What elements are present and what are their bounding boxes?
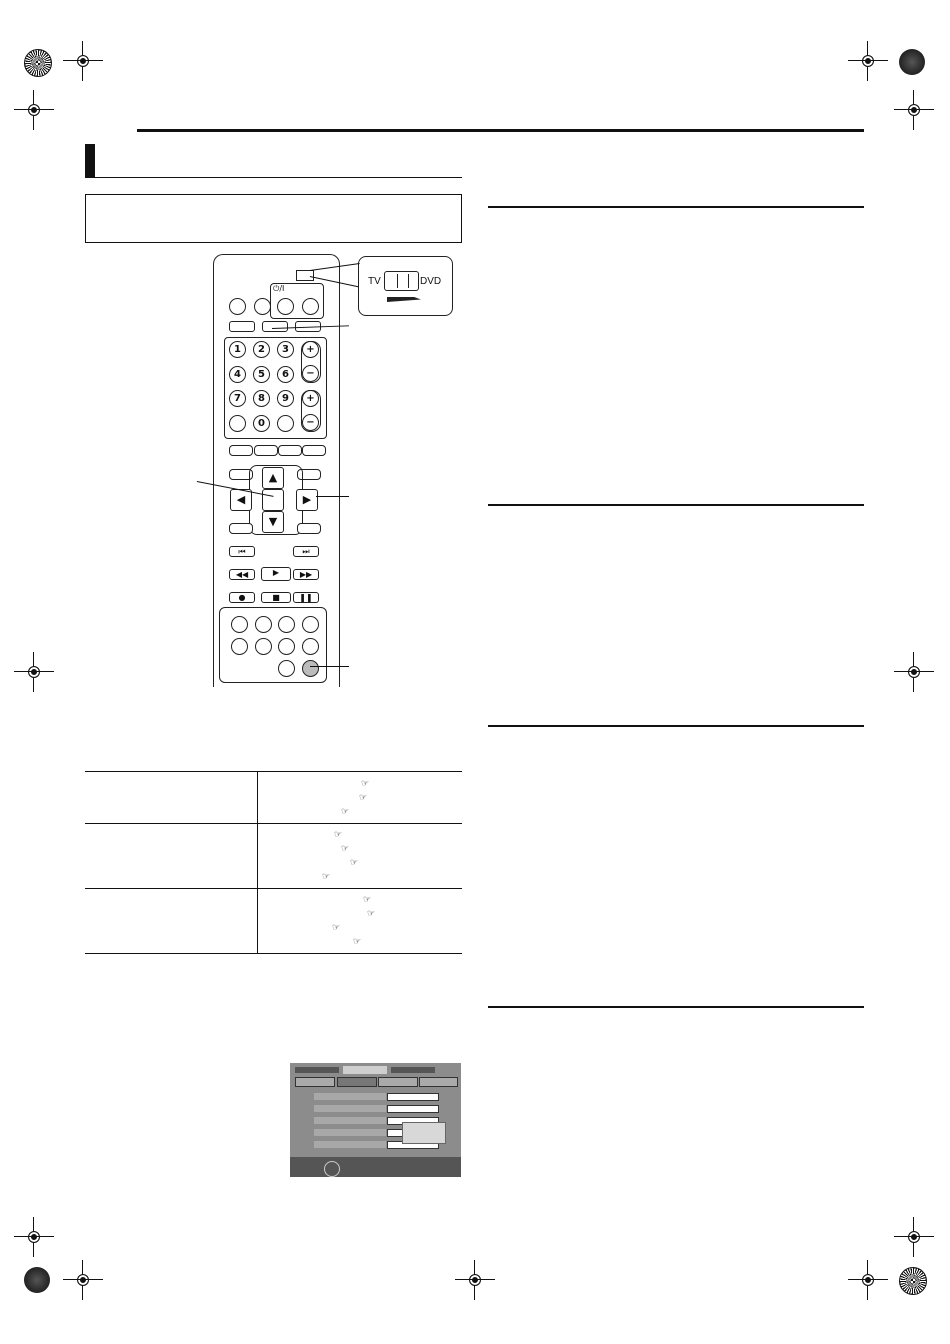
bottom-button[interactable] (278, 616, 295, 633)
color-button[interactable] (229, 445, 253, 456)
section-title-rule (85, 177, 462, 178)
header-rule (137, 129, 864, 132)
bottom-button[interactable] (231, 616, 248, 633)
crop-mark (848, 41, 888, 81)
osd-item-label (314, 1117, 386, 1124)
pause-button[interactable]: ❚❚ (293, 592, 319, 603)
skip-back-button[interactable]: ⏮ (229, 546, 255, 557)
section-marker (85, 144, 95, 177)
registration-starburst (24, 49, 52, 77)
table-row (85, 772, 462, 824)
return-button[interactable] (229, 523, 253, 534)
crop-mark (894, 90, 934, 130)
crop-mark (14, 90, 54, 130)
tv-dvd-slide-switch[interactable] (384, 271, 419, 291)
bottom-button[interactable] (302, 638, 319, 655)
osd-item-label (314, 1093, 386, 1100)
osd-popup (402, 1122, 446, 1144)
enter-button[interactable] (262, 489, 284, 511)
play-button[interactable]: ▶ (261, 567, 291, 581)
setup-button[interactable] (302, 660, 319, 677)
registration-disc (899, 49, 925, 75)
page-reference-icon: ☞ (350, 858, 359, 868)
right-section-rule (488, 1006, 864, 1008)
number-key-6[interactable]: 6 (277, 366, 294, 383)
reference-table (85, 771, 462, 954)
number-key-1[interactable]: 1 (229, 341, 246, 358)
table-row (85, 889, 462, 954)
color-button[interactable] (254, 445, 278, 456)
right-section-rule (488, 504, 864, 506)
osd-item-value (387, 1093, 439, 1101)
crop-mark (63, 41, 103, 81)
page-reference-icon: ☞ (341, 807, 350, 817)
page-reference-icon: ☞ (359, 793, 368, 803)
power-button[interactable] (277, 298, 294, 315)
osd-subtab (419, 1077, 458, 1087)
dvd-power-button[interactable] (302, 298, 319, 315)
osd-item-label (314, 1141, 386, 1148)
on-screen-button[interactable] (297, 523, 321, 534)
bottom-button[interactable] (255, 616, 272, 633)
power-label: ⏻/I (273, 284, 285, 293)
registration-starburst (899, 1267, 927, 1295)
color-button[interactable] (302, 445, 326, 456)
rewind-button[interactable]: ◀◀ (229, 569, 255, 580)
osd-nav-icon (324, 1161, 340, 1177)
osd-item-label (314, 1105, 386, 1112)
osd-item-value (387, 1105, 439, 1113)
crop-mark (894, 652, 934, 692)
nav-up-button[interactable]: ▲ (262, 467, 284, 489)
arrow-right-icon (387, 297, 421, 302)
osd-subtab-active (337, 1077, 377, 1087)
nav-right-button[interactable]: ▶ (296, 489, 318, 511)
color-button[interactable] (278, 445, 302, 456)
tv-label: TV (368, 276, 381, 287)
stop-button[interactable]: ■ (261, 592, 291, 603)
bottom-button[interactable] (231, 638, 248, 655)
page-reference-icon: ☞ (363, 895, 372, 905)
page-reference-icon: ☞ (361, 779, 370, 789)
number-key-9[interactable]: 9 (277, 390, 294, 407)
crop-mark (63, 1260, 103, 1300)
tv-dvd-callout (358, 256, 453, 316)
skip-forward-button[interactable]: ⏭ (293, 546, 319, 557)
channel-minus-button[interactable]: − (302, 365, 319, 382)
registration-disc (24, 1267, 50, 1293)
page-reference-icon: ☞ (322, 872, 331, 882)
callout-line (316, 496, 349, 497)
nav-down-button[interactable]: ▼ (262, 511, 284, 533)
page-reference-icon: ☞ (341, 844, 350, 854)
crop-mark (14, 1217, 54, 1257)
number-key-5[interactable]: 5 (253, 366, 270, 383)
osd-subtab (295, 1077, 335, 1087)
note-box (85, 194, 462, 243)
number-key-4[interactable]: 4 (229, 366, 246, 383)
dvd-label: DVD (420, 276, 442, 287)
nav-left-button[interactable]: ◀ (230, 489, 252, 511)
page-reference-icon: ☞ (367, 909, 376, 919)
right-section-rule (488, 206, 864, 208)
bottom-button[interactable] (278, 660, 295, 677)
bottom-button[interactable] (278, 638, 295, 655)
bottom-button[interactable] (255, 638, 272, 655)
callout-line (310, 666, 349, 667)
page-reference-icon: ☞ (353, 937, 362, 947)
osd-item-label (314, 1129, 386, 1136)
osd-bottom-bar (290, 1157, 461, 1177)
crop-mark (894, 1217, 934, 1257)
page-reference-icon: ☞ (332, 923, 341, 933)
number-key-7[interactable]: 7 (229, 390, 246, 407)
page-reference-icon: ☞ (334, 830, 343, 840)
record-button[interactable]: ● (229, 592, 255, 603)
table-row (85, 824, 462, 889)
bottom-button[interactable] (302, 616, 319, 633)
osd-subtab (378, 1077, 418, 1087)
on-screen-menu-thumbnail (290, 1063, 461, 1177)
function-button[interactable] (229, 321, 255, 332)
number-key-0[interactable]: 0 (253, 415, 270, 432)
number-key-2[interactable]: 2 (253, 341, 270, 358)
volume-minus-button[interactable]: − (302, 414, 319, 431)
remote-control (213, 254, 340, 687)
number-key-blank[interactable] (229, 415, 246, 432)
crop-mark (455, 1260, 495, 1300)
right-section-rule (488, 725, 864, 727)
top-button[interactable] (229, 298, 246, 315)
number-key-8[interactable]: 8 (253, 390, 270, 407)
osd-tab (391, 1067, 435, 1073)
osd-tab-active (343, 1066, 387, 1074)
osd-tab (295, 1067, 339, 1073)
crop-mark (14, 652, 54, 692)
function-button-highlighted[interactable] (262, 321, 288, 332)
channel-plus-button[interactable]: + (302, 341, 319, 358)
crop-mark (848, 1260, 888, 1300)
top-button[interactable] (254, 298, 271, 315)
volume-plus-button[interactable]: + (302, 390, 319, 407)
number-key-blank[interactable] (277, 415, 294, 432)
number-key-3[interactable]: 3 (277, 341, 294, 358)
fast-forward-button[interactable]: ▶▶ (293, 569, 319, 580)
